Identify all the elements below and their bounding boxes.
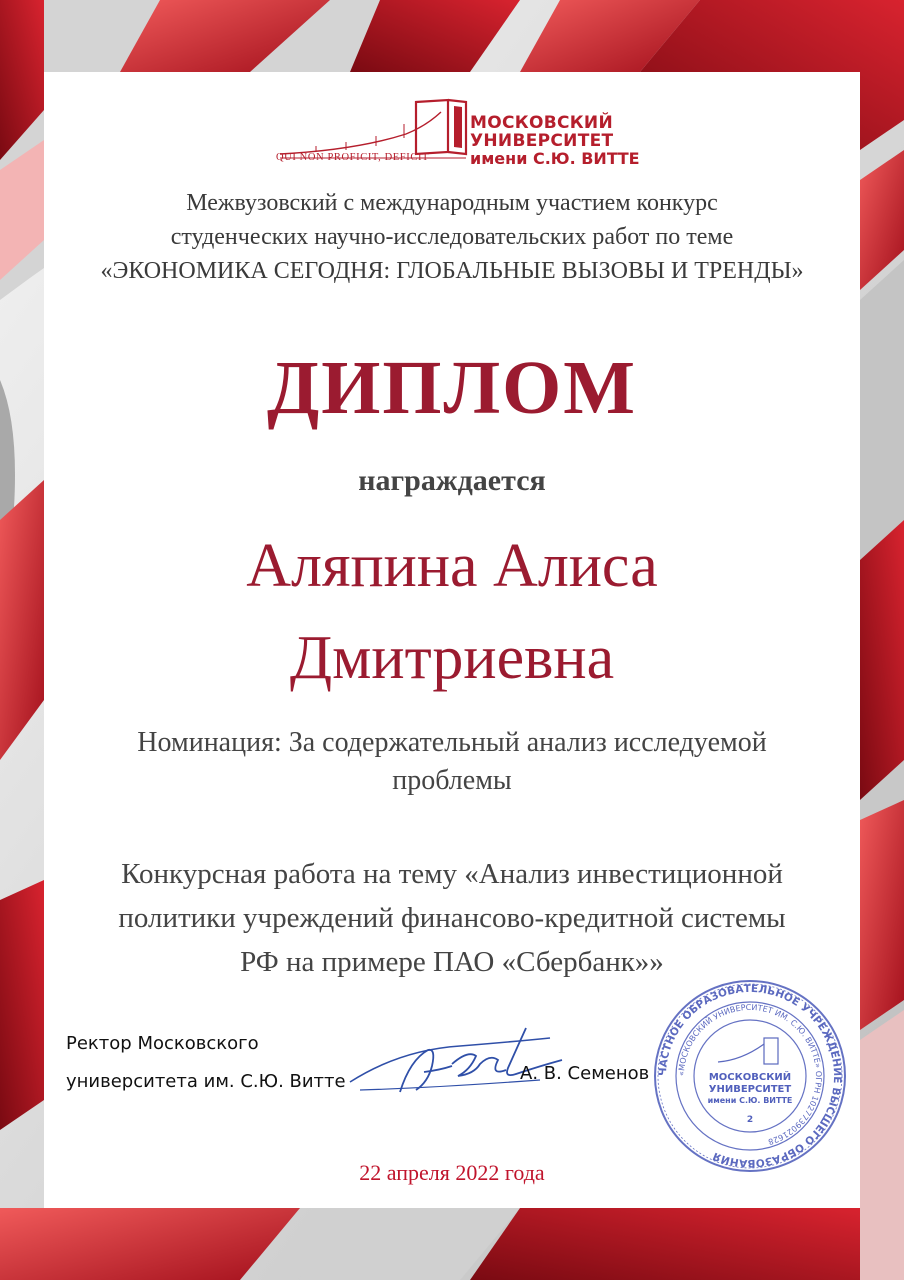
diploma-title: ДИПЛОМ — [267, 346, 637, 430]
work-line-3: РФ на примере ПАО «Сбербанк»» — [240, 946, 664, 978]
contest-line-2: студенческих научно-исследовательских работ по теме — [170, 224, 734, 250]
contest-description — [44, 186, 860, 288]
award-date: 22 апреля 2022 года — [359, 1160, 545, 1185]
logo-motto: QUI NON PROFICIT, DEFICIT — [276, 152, 430, 163]
stamp-center-line-1: МОСКОВСКИЙ — [708, 1072, 792, 1083]
work-line-2: политики учреждений финансово-кредитной системы — [118, 902, 786, 934]
awarded-label: награждается — [358, 464, 546, 497]
signer-title — [66, 1025, 346, 1101]
contest-line-1: Межвузовский с международным участием конкурс — [186, 190, 718, 216]
signer-line-2: университета им. С.Ю. Витте — [66, 1071, 346, 1092]
stamp-center-line-3: имени С.Ю. ВИТТЕ — [707, 1096, 793, 1105]
recipient-name-line-2: Дмитриевна — [289, 624, 615, 692]
competition-work — [44, 852, 860, 984]
stamp-number: 2 — [746, 1115, 754, 1125]
nomination-line-1: Номинация: За содержательный анализ исследуемой — [137, 727, 767, 758]
logo-line-2: УНИВЕРСИТЕТ — [470, 131, 614, 151]
stamp-inner-text: «МОСКОВСКИЙ УНИВЕРСИТЕТ ИМ. С.Ю. ВИТТЕ» ОГРН 1027739021628 — [676, 1002, 824, 1147]
recipient-name — [44, 520, 860, 704]
university-name — [470, 114, 640, 168]
nomination — [44, 724, 860, 800]
logo-line-1: МОСКОВСКИЙ — [470, 113, 613, 133]
contest-line-3: «ЭКОНОМИКА СЕГОДНЯ: ГЛОБАЛЬНЫЕ ВЫЗОВЫ И ТРЕНДЫ» — [100, 258, 804, 284]
work-line-1: Конкурсная работа на тему «Анализ инвестиционной — [121, 858, 783, 890]
signer-line-1: Ректор Московского — [66, 1033, 259, 1054]
recipient-name-line-1: Аляпина Алиса — [246, 532, 658, 600]
nomination-line-2: проблемы — [392, 765, 512, 796]
stamp-outer-text: ЧАСТНОЕ ОБРАЗОВАТЕЛЬНОЕ УЧРЕЖДЕНИЕ ВЫСШЕГО ОБРАЗОВАНИЯ — [656, 982, 844, 1170]
stamp-center-line-2: УНИВЕРСИТЕТ — [708, 1084, 792, 1095]
signer-name: А. В. Семенов — [520, 1063, 650, 1084]
official-stamp-icon — [652, 978, 848, 1174]
logo-line-3: имени С.Ю. ВИТТЕ — [470, 149, 640, 168]
